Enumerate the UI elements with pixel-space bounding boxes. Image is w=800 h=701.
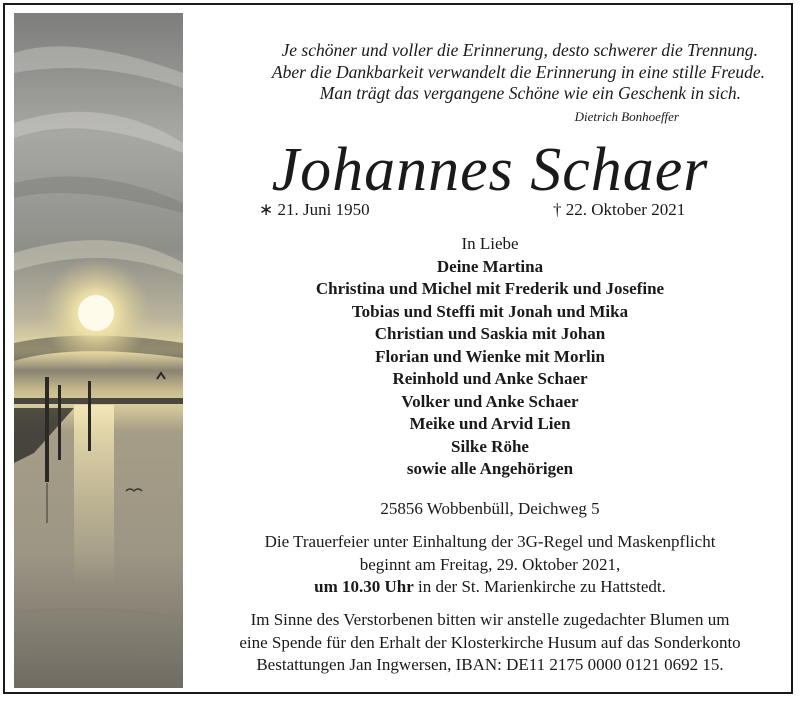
mourner-name: Volker und Anke Schaer bbox=[401, 391, 579, 411]
ceremony-line: beginnt am Freitag, 29. Oktober 2021, bbox=[359, 554, 621, 574]
donation-line: eine Spende für den Erhalt der Klosterkirche Husum auf das Sonderkonto bbox=[239, 632, 741, 652]
mourner-name: Silke Röhe bbox=[451, 436, 529, 456]
mourner-name: Christian und Saskia mit Johan bbox=[374, 324, 606, 343]
mourner-name: Meike und Arvid Lien bbox=[409, 414, 571, 433]
mourner-name: Florian und Wienke mit Morlin bbox=[375, 346, 605, 366]
family-address: 25856 Wobbenbüll, Deichweg 5 bbox=[380, 499, 600, 518]
deceased-name: Johannes Schaer bbox=[271, 136, 709, 204]
mourner-name: Deine Martina bbox=[436, 256, 544, 276]
quote-author: Dietrich Bonhoeffer bbox=[574, 109, 679, 124]
quote-line: Je schöner und voller die Erinnerung, desto schwerer die Trennung. bbox=[281, 40, 758, 60]
ceremony-time: um 10.30 Uhr bbox=[314, 577, 414, 596]
obituary-content bbox=[190, 0, 790, 701]
ceremony-line: Die Trauerfeier unter Einhaltung der 3G-Regel und Maskenpflicht bbox=[264, 532, 716, 551]
donation-request bbox=[190, 609, 790, 677]
bonhoeffer-quote bbox=[190, 40, 765, 105]
death-date: † 22. Oktober 2021 bbox=[553, 200, 686, 219]
mourners-intro: In Liebe bbox=[461, 234, 519, 253]
funeral-service-info bbox=[190, 531, 790, 599]
life-dates bbox=[190, 200, 790, 222]
mourner-name: Tobias und Steffi mit Jonah und Mika bbox=[351, 301, 629, 321]
mourner-name: Christina und Michel mit Frederik und Josefine bbox=[315, 279, 665, 298]
sunset-beach-photo bbox=[14, 13, 183, 688]
mourners-list bbox=[190, 233, 790, 481]
donation-line: Im Sinne des Verstorbenen bitten wir anstelle zugedachter Blumen um bbox=[250, 610, 730, 629]
mourner-name: Reinhold und Anke Schaer bbox=[392, 369, 588, 388]
ceremony-line bbox=[190, 576, 790, 599]
ceremony-location: in der St. Marienkirche zu Hattstedt. bbox=[413, 577, 666, 596]
quote-line: Man trägt das vergangene Schöne wie ein Geschenk in sich. bbox=[319, 83, 741, 103]
birth-date: ∗ 21. Juni 1950 bbox=[259, 200, 370, 219]
mourner-name: sowie alle Angehörigen bbox=[406, 459, 574, 478]
donation-line: Bestattungen Jan Ingwersen, IBAN: DE11 2175 0000 0121 0692 15. bbox=[256, 655, 724, 674]
quote-line: Aber die Dankbarkeit verwandelt die Erinnerung in eine stille Freude. bbox=[271, 61, 765, 82]
